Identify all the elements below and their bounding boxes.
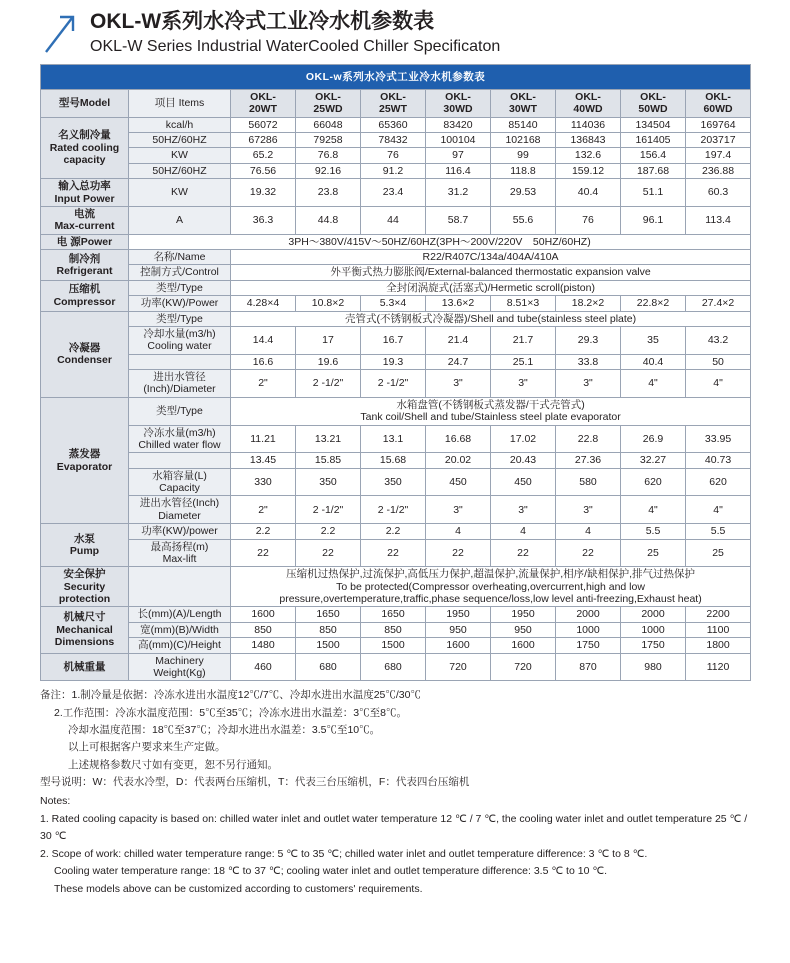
row-value-8: 1100 xyxy=(686,622,751,637)
row-value-5: 85140 xyxy=(491,117,556,132)
row-value-7: 620 xyxy=(621,468,686,496)
row-value-2: 44.8 xyxy=(296,206,361,234)
spec-table-wrap xyxy=(0,64,790,681)
row-value-4: 950 xyxy=(426,622,491,637)
row-value-7: 156.4 xyxy=(621,148,686,163)
spec-table xyxy=(40,64,751,681)
header-model-label: 型号Model xyxy=(41,89,129,117)
row-value-2: 350 xyxy=(296,468,361,496)
header-model-4: OKL- 30WD xyxy=(426,89,491,117)
row-item-label: 宽(mm)(B)/Width xyxy=(129,622,231,637)
row-value-2: 1650 xyxy=(296,607,361,622)
row-value-8: 203717 xyxy=(686,133,751,148)
row-value-5: 102168 xyxy=(491,133,556,148)
row-value-1: 330 xyxy=(231,468,296,496)
row-value-8: 236.88 xyxy=(686,163,751,178)
row-item-label: 50HZ/60HZ xyxy=(129,133,231,148)
table-header-row xyxy=(41,89,751,117)
row-item-label: KW xyxy=(129,179,231,207)
row-value-8: 2200 xyxy=(686,607,751,622)
row-group-label: 电 源Power xyxy=(41,234,129,249)
notes-chinese xyxy=(40,687,754,791)
row-group-label: 名义制冷量 Rated cooling capacity xyxy=(41,117,129,179)
row-value-7: 1000 xyxy=(621,622,686,637)
row-value-2: 2 -1/2" xyxy=(296,370,361,398)
row-item-label: Machinery Weight(Kg) xyxy=(129,653,231,681)
row-value-6: 870 xyxy=(556,653,621,681)
row-value-3: 680 xyxy=(361,653,426,681)
row-value-3: 15.68 xyxy=(361,453,426,468)
row-value-8: 197.4 xyxy=(686,148,751,163)
table-row xyxy=(41,397,751,425)
table-row xyxy=(41,280,751,295)
row-value-2: 680 xyxy=(296,653,361,681)
row-value-1: 2" xyxy=(231,496,296,524)
row-value-2: 10.8×2 xyxy=(296,296,361,311)
header-model-5: OKL- 30WT xyxy=(491,89,556,117)
row-value-4: 20.02 xyxy=(426,453,491,468)
row-item-label: 冷冻水量(m3/h) Chilled water flow xyxy=(129,425,231,453)
table-row xyxy=(41,326,751,354)
row-value-5: 3" xyxy=(491,496,556,524)
row-value-5: 8.51×3 xyxy=(491,296,556,311)
row-value-4: 22 xyxy=(426,539,491,567)
row-group-label: 冷凝器 Condenser xyxy=(41,311,129,397)
row-value-1: 13.45 xyxy=(231,453,296,468)
row-value-3: 2 -1/2" xyxy=(361,370,426,398)
row-item-label: A xyxy=(129,206,231,234)
table-row xyxy=(41,453,751,468)
row-value-2: 22 xyxy=(296,539,361,567)
row-value-2: 2 -1/2" xyxy=(296,496,361,524)
row-value-8: 60.3 xyxy=(686,179,751,207)
row-value-3: 1500 xyxy=(361,638,426,653)
notes-english-title: Notes: xyxy=(40,795,71,808)
table-row xyxy=(41,296,751,311)
row-value-5: 950 xyxy=(491,622,556,637)
row-value-3: 91.2 xyxy=(361,163,426,178)
row-value-7: 51.1 xyxy=(621,179,686,207)
header-model-1: OKL- 20WT xyxy=(231,89,296,117)
table-row xyxy=(41,607,751,622)
row-value-3: 76 xyxy=(361,148,426,163)
row-value-3: 22 xyxy=(361,539,426,567)
row-item-label: 长(mm)(A)/Length xyxy=(129,607,231,622)
row-value-3: 44 xyxy=(361,206,426,234)
row-value-5: 450 xyxy=(491,468,556,496)
header-model-8: OKL- 60WD xyxy=(686,89,751,117)
table-row xyxy=(41,179,751,207)
row-value-7: 25 xyxy=(621,539,686,567)
row-item-label: 进出水管径 (Inch)/Diameter xyxy=(129,370,231,398)
row-value-5: 4 xyxy=(491,524,556,539)
table-row xyxy=(41,206,751,234)
row-item-label xyxy=(129,453,231,468)
row-value-4: 116.4 xyxy=(426,163,491,178)
row-value-6: 3" xyxy=(556,496,621,524)
row-value-7: 187.68 xyxy=(621,163,686,178)
row-value-8: 25 xyxy=(686,539,751,567)
row-value-4: 1950 xyxy=(426,607,491,622)
row-item-label: 高(mm)(C)/Height xyxy=(129,638,231,653)
row-item-label: 控制方式/Control xyxy=(129,265,231,280)
row-group-label: 电流 Max-current xyxy=(41,206,129,234)
row-value-4: 16.68 xyxy=(426,425,491,453)
table-row xyxy=(41,311,751,326)
row-group-label: 安全保护 Security protection xyxy=(41,567,129,607)
row-value-4: 24.7 xyxy=(426,354,491,369)
table-row xyxy=(41,148,751,163)
row-value-2: 1500 xyxy=(296,638,361,653)
row-value-1: 2" xyxy=(231,370,296,398)
row-item-label: 类型/Type xyxy=(129,397,231,425)
table-row xyxy=(41,622,751,637)
row-value-2: 15.85 xyxy=(296,453,361,468)
row-value-8: 4" xyxy=(686,496,751,524)
row-group-label: 机械重量 xyxy=(41,653,129,681)
row-value-3: 13.1 xyxy=(361,425,426,453)
row-value-2: 19.6 xyxy=(296,354,361,369)
row-value-1: 1600 xyxy=(231,607,296,622)
table-banner-row xyxy=(41,64,751,89)
header-model-6: OKL- 40WD xyxy=(556,89,621,117)
row-value-2: 13.21 xyxy=(296,425,361,453)
row-value-3: 23.4 xyxy=(361,179,426,207)
row-value-1: 460 xyxy=(231,653,296,681)
row-span-value: 水箱盘管(不锈钢板式蒸发器/干式壳管式) Tank coil/Shell and tube/Stainless steel plate evaporator xyxy=(231,397,751,425)
row-group-label: 机械尺寸 Mechanical Dimensions xyxy=(41,607,129,653)
table-row xyxy=(41,354,751,369)
row-value-4: 4 xyxy=(426,524,491,539)
row-value-1: 76.56 xyxy=(231,163,296,178)
row-value-1: 56072 xyxy=(231,117,296,132)
row-span-value: 壳管式(不锈钢板式冷凝器)/Shell and tube(stainless steel plate) xyxy=(231,311,751,326)
row-item-label: KW xyxy=(129,148,231,163)
document-header xyxy=(0,0,790,64)
note-en-line: Cooling water temperature range: 18 ℃ to 37 ℃; cooling water inlet and outlet temperature difference: 3.5 ℃ to 10 ℃. xyxy=(54,865,608,878)
row-item-label: 功率(KW)/power xyxy=(129,524,231,539)
row-value-4: 31.2 xyxy=(426,179,491,207)
row-span-all-value: 3PH～380V/415V～50HZ/60HZ(3PH～200V/220V 50HZ/60HZ) xyxy=(129,234,751,249)
row-value-6: 22.8 xyxy=(556,425,621,453)
note-cn-line: 2.工作范围：冷冻水温度范围：5℃至35℃；冷冻水进出水温差：3℃至8℃。 xyxy=(54,706,407,719)
row-value-5: 1950 xyxy=(491,607,556,622)
row-value-8: 27.4×2 xyxy=(686,296,751,311)
row-value-6: 136843 xyxy=(556,133,621,148)
table-row xyxy=(41,524,751,539)
row-value-5: 118.8 xyxy=(491,163,556,178)
row-value-6: 159.12 xyxy=(556,163,621,178)
row-value-2: 76.8 xyxy=(296,148,361,163)
row-value-6: 76 xyxy=(556,206,621,234)
row-value-6: 114036 xyxy=(556,117,621,132)
page-title-cn: OKL-W系列水冷式工业冷水机参数表 xyxy=(90,10,435,33)
row-value-4: 1600 xyxy=(426,638,491,653)
row-value-7: 1750 xyxy=(621,638,686,653)
row-item-label: kcal/h xyxy=(129,117,231,132)
row-value-5: 3" xyxy=(491,370,556,398)
row-value-6: 1750 xyxy=(556,638,621,653)
row-value-7: 4" xyxy=(621,370,686,398)
table-row xyxy=(41,496,751,524)
row-value-3: 2 -1/2" xyxy=(361,496,426,524)
row-value-1: 65.2 xyxy=(231,148,296,163)
row-value-7: 4" xyxy=(621,496,686,524)
header-items-label: 项目 Items xyxy=(129,89,231,117)
row-value-1: 16.6 xyxy=(231,354,296,369)
row-item-label: 名称/Name xyxy=(129,250,231,265)
row-value-6: 22 xyxy=(556,539,621,567)
row-value-2: 66048 xyxy=(296,117,361,132)
row-group-label: 制冷剂 Refrigerant xyxy=(41,250,129,281)
page-title-en: OKL-W Series Industrial WaterCooled Chiller Specificaton xyxy=(90,38,501,56)
row-value-7: 980 xyxy=(621,653,686,681)
row-value-2: 850 xyxy=(296,622,361,637)
row-value-3: 1650 xyxy=(361,607,426,622)
row-value-6: 4 xyxy=(556,524,621,539)
row-group-label: 输入总功率 Input Power xyxy=(41,179,129,207)
note-cn-line: 上述规格参数尺寸如有变更，恕不另行通知。 xyxy=(68,758,278,771)
table-row xyxy=(41,133,751,148)
row-value-1: 67286 xyxy=(231,133,296,148)
row-value-4: 83420 xyxy=(426,117,491,132)
row-value-8: 33.95 xyxy=(686,425,751,453)
row-value-4: 58.7 xyxy=(426,206,491,234)
row-value-2: 23.8 xyxy=(296,179,361,207)
row-value-3: 5.3×4 xyxy=(361,296,426,311)
notes-english xyxy=(40,793,754,898)
row-value-4: 100104 xyxy=(426,133,491,148)
note-cn-line: 以上可根据客户要求来生产定做。 xyxy=(68,741,226,754)
row-value-5: 99 xyxy=(491,148,556,163)
row-value-6: 1000 xyxy=(556,622,621,637)
row-value-5: 55.6 xyxy=(491,206,556,234)
row-value-3: 350 xyxy=(361,468,426,496)
row-group-label: 压缩机 Compressor xyxy=(41,280,129,311)
row-value-8: 43.2 xyxy=(686,326,751,354)
row-value-6: 2000 xyxy=(556,607,621,622)
row-value-6: 40.4 xyxy=(556,179,621,207)
row-value-3: 65360 xyxy=(361,117,426,132)
row-value-6: 580 xyxy=(556,468,621,496)
table-row xyxy=(41,638,751,653)
table-row xyxy=(41,567,751,607)
row-group-label: 蒸发器 Evaporator xyxy=(41,397,129,523)
row-value-4: 13.6×2 xyxy=(426,296,491,311)
row-value-1: 36.3 xyxy=(231,206,296,234)
table-row xyxy=(41,117,751,132)
row-item-label: 50HZ/60HZ xyxy=(129,163,231,178)
row-value-1: 1480 xyxy=(231,638,296,653)
row-value-6: 3" xyxy=(556,370,621,398)
row-span-value: 压缩机过热保护,过流保护,高低压力保护,超温保护,流量保护,相序/缺相保护,排气过热保护 To be protected(Compressor overheating,overcurrent,high and low pressure,overtemperature,traffic,phase sequence/loss,low level anti-freezing,Exhaust heat) xyxy=(231,567,751,607)
row-item-label xyxy=(129,567,231,607)
row-value-3: 78432 xyxy=(361,133,426,148)
table-row xyxy=(41,425,751,453)
row-value-1: 19.32 xyxy=(231,179,296,207)
note-en-line: 2. Scope of work: chilled water temperature range: 5 ℃ to 35 ℃; chilled water inlet and outlet temperature difference: 3 ℃ to 8 ℃. xyxy=(40,847,648,860)
note-cn-line: 型号说明：W：代表水冷型，D：代表两台压缩机，T：代表三台压缩机，F：代表四台压缩机 xyxy=(40,775,470,788)
row-value-8: 620 xyxy=(686,468,751,496)
row-value-8: 1120 xyxy=(686,653,751,681)
row-value-3: 19.3 xyxy=(361,354,426,369)
note-en-line: 1. Rated cooling capacity is based on: chilled water inlet and outlet water temperature 12 ℃ / 7 ℃, the cooling water inlet and outlet temperature 25 ℃ / 30 ℃ xyxy=(40,812,748,842)
note-cn-line: 冷却水温度范围：18℃至37℃；冷却水进出水温差：3.5℃至10℃。 xyxy=(68,723,381,736)
header-model-7: OKL- 50WD xyxy=(621,89,686,117)
row-value-5: 17.02 xyxy=(491,425,556,453)
row-value-6: 132.6 xyxy=(556,148,621,163)
table-row xyxy=(41,163,751,178)
row-value-3: 16.7 xyxy=(361,326,426,354)
row-item-label: 功率(KW)/Power xyxy=(129,296,231,311)
row-value-7: 32.27 xyxy=(621,453,686,468)
row-value-6: 18.2×2 xyxy=(556,296,621,311)
row-value-5: 1600 xyxy=(491,638,556,653)
row-span-value: 外平衡式热力膨胀阀/External-balanced thermostatic expansion valve xyxy=(231,265,751,280)
notes-section xyxy=(0,681,790,909)
row-value-6: 33.8 xyxy=(556,354,621,369)
row-value-7: 96.1 xyxy=(621,206,686,234)
row-value-2: 79258 xyxy=(296,133,361,148)
row-value-8: 113.4 xyxy=(686,206,751,234)
note-cn-line: 备注：1.制冷量是依据：冷冻水进出水温度12℃/7℃、冷却水进出水温度25℃/30℃ xyxy=(40,689,421,702)
row-value-1: 14.4 xyxy=(231,326,296,354)
header-model-2: OKL- 25WD xyxy=(296,89,361,117)
row-span-value: R22/R407C/134a/404A/410A xyxy=(231,250,751,265)
row-value-1: 2.2 xyxy=(231,524,296,539)
row-value-5: 720 xyxy=(491,653,556,681)
row-value-5: 21.7 xyxy=(491,326,556,354)
row-value-8: 50 xyxy=(686,354,751,369)
table-row xyxy=(41,653,751,681)
row-value-2: 2.2 xyxy=(296,524,361,539)
row-value-8: 5.5 xyxy=(686,524,751,539)
row-value-5: 25.1 xyxy=(491,354,556,369)
row-value-1: 22 xyxy=(231,539,296,567)
table-row xyxy=(41,250,751,265)
arrow-logo-icon xyxy=(38,10,84,56)
row-item-label: 类型/Type xyxy=(129,280,231,295)
spec-table-body xyxy=(41,64,751,680)
row-value-5: 29.53 xyxy=(491,179,556,207)
row-value-7: 134504 xyxy=(621,117,686,132)
row-value-8: 169764 xyxy=(686,117,751,132)
row-value-4: 3" xyxy=(426,370,491,398)
row-value-7: 26.9 xyxy=(621,425,686,453)
row-value-5: 22 xyxy=(491,539,556,567)
row-value-7: 2000 xyxy=(621,607,686,622)
table-row xyxy=(41,468,751,496)
row-value-6: 29.3 xyxy=(556,326,621,354)
row-value-4: 97 xyxy=(426,148,491,163)
row-value-6: 27.36 xyxy=(556,453,621,468)
table-row xyxy=(41,234,751,249)
row-item-label: 类型/Type xyxy=(129,311,231,326)
row-value-5: 20.43 xyxy=(491,453,556,468)
table-row xyxy=(41,539,751,567)
row-item-label xyxy=(129,354,231,369)
table-row xyxy=(41,265,751,280)
row-value-4: 720 xyxy=(426,653,491,681)
row-value-1: 850 xyxy=(231,622,296,637)
row-value-8: 1800 xyxy=(686,638,751,653)
row-value-1: 11.21 xyxy=(231,425,296,453)
row-value-4: 3" xyxy=(426,496,491,524)
row-value-8: 4" xyxy=(686,370,751,398)
row-value-2: 17 xyxy=(296,326,361,354)
note-en-line: These models above can be customized according to customers' requirements. xyxy=(54,883,423,896)
row-value-3: 2.2 xyxy=(361,524,426,539)
row-value-4: 21.4 xyxy=(426,326,491,354)
table-banner: OKL-w系列水冷式工业冷水机参数表 xyxy=(41,64,751,89)
row-value-4: 450 xyxy=(426,468,491,496)
row-value-7: 40.4 xyxy=(621,354,686,369)
row-group-label: 水泵 Pump xyxy=(41,524,129,567)
row-item-label: 水箱容量(L) Capacity xyxy=(129,468,231,496)
row-value-1: 4.28×4 xyxy=(231,296,296,311)
row-value-7: 5.5 xyxy=(621,524,686,539)
row-value-8: 40.73 xyxy=(686,453,751,468)
row-value-7: 161405 xyxy=(621,133,686,148)
row-value-7: 35 xyxy=(621,326,686,354)
header-model-3: OKL- 25WT xyxy=(361,89,426,117)
row-item-label: 进出水管径(Inch) Diameter xyxy=(129,496,231,524)
row-span-value: 全封闭涡旋式(活塞式)/Hermetic scroll(piston) xyxy=(231,280,751,295)
row-value-7: 22.8×2 xyxy=(621,296,686,311)
row-value-3: 850 xyxy=(361,622,426,637)
row-item-label: 冷却水量(m3/h) Cooling water xyxy=(129,326,231,354)
row-item-label: 最高扬程(m) Max-lift xyxy=(129,539,231,567)
table-row xyxy=(41,370,751,398)
row-value-2: 92.16 xyxy=(296,163,361,178)
